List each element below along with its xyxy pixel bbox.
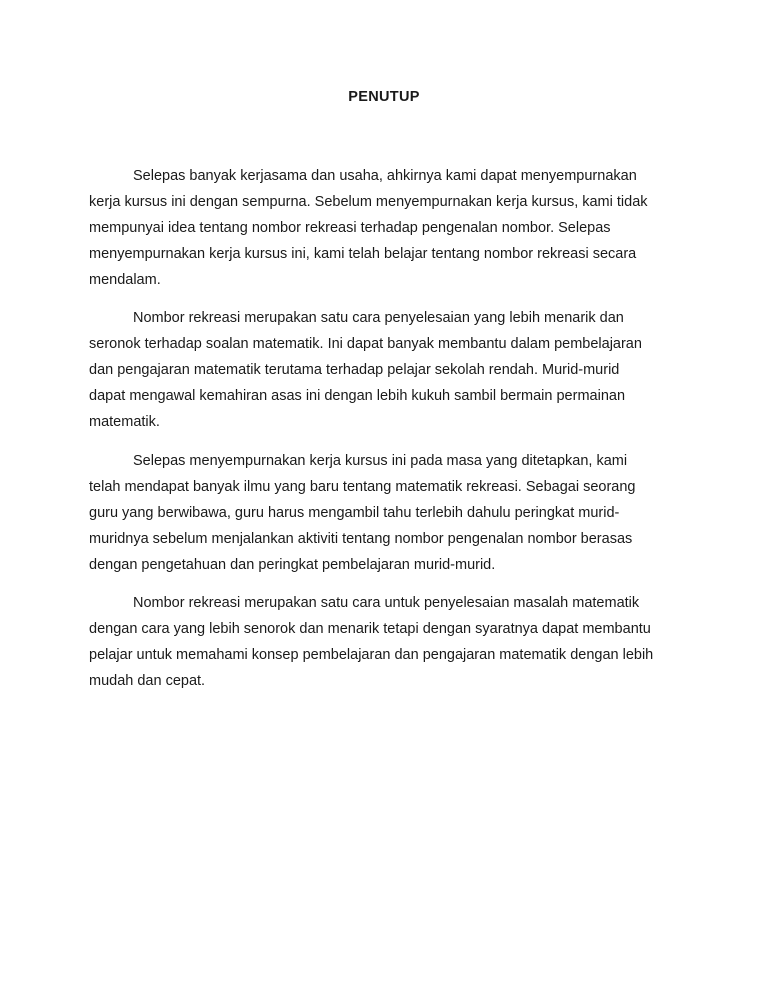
paragraph-line: mudah dan cepat. xyxy=(89,673,206,689)
page-title: PENUTUP xyxy=(348,89,420,105)
paragraph-line: dengan cara yang lebih senorok dan menarik tetapi dengan syaratnya dapat membantu xyxy=(89,621,651,637)
paragraph-line: dengan pengetahuan dan peringkat pembelajaran murid-murid. xyxy=(89,557,496,573)
paragraph-line: guru yang berwibawa, guru harus mengambil tahu terlebih dahulu peringkat murid- xyxy=(89,505,620,521)
paragraph-line: matematik. xyxy=(89,414,160,430)
paragraph-line: kerja kursus ini dengan sempurna. Sebelum menyempurnakan kerja kursus, kami tidak xyxy=(89,194,648,210)
paragraph-4 xyxy=(89,590,689,694)
paragraph-1 xyxy=(89,163,689,293)
paragraph-line: pelajar untuk memahami konsep pembelajaran dan pengajaran matematik dengan lebih xyxy=(89,647,654,663)
paragraph-line: dapat mengawal kemahiran asas ini dengan lebih kukuh sambil bermain permainan xyxy=(89,388,626,404)
paragraph-2 xyxy=(89,305,689,435)
paragraph-line: mendalam. xyxy=(89,272,161,288)
paragraph-line: Nombor rekreasi merupakan satu cara penyelesaian yang lebih menarik dan xyxy=(133,310,624,326)
paragraph-line: mempunyai idea tentang nombor rekreasi terhadap pengenalan nombor. Selepas xyxy=(89,220,611,236)
paragraph-3 xyxy=(89,448,689,578)
paragraph-line: menyempurnakan kerja kursus ini, kami telah belajar tentang nombor rekreasi secara xyxy=(89,246,637,262)
paragraph-line: muridnya sebelum menjalankan aktiviti tentang nombor pengenalan nombor berasas xyxy=(89,531,633,547)
paragraph-line: dan pengajaran matematik terutama terhadap pelajar sekolah rendah. Murid-murid xyxy=(89,362,620,378)
paragraph-line: Nombor rekreasi merupakan satu cara untuk penyelesaian masalah matematik xyxy=(133,595,640,611)
paragraph-line: Selepas menyempurnakan kerja kursus ini pada masa yang ditetapkan, kami xyxy=(133,453,628,469)
paragraph-line: telah mendapat banyak ilmu yang baru tentang matematik rekreasi. Sebagai seorang xyxy=(89,479,636,495)
paragraph-line: Selepas banyak kerjasama dan usaha, ahkirnya kami dapat menyempurnakan xyxy=(133,168,637,184)
paragraph-line: seronok terhadap soalan matematik. Ini dapat banyak membantu dalam pembelajaran xyxy=(89,336,642,352)
